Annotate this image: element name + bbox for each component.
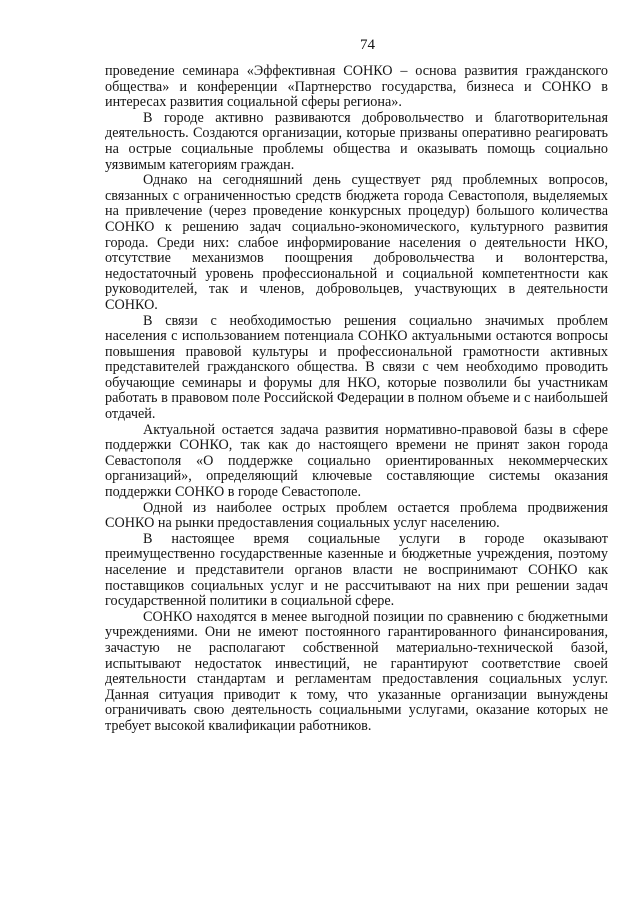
paragraph-2: В городе активно развиваются добровольчество и благотворительная деятельность. Создаются организации, которые призваны оперативно реагировать на острые социальные проблемы общества и оказывать помощь социально уязвимым категориям граждан. [105,109,608,173]
paragraph-6: Одной из наиболее острых проблем остается проблема продвижения СОНКО на рынки предоставления социальных услуг населению. [105,499,608,532]
paragraph-1: проведение семинара «Эффективная СОНКО – основа развития гражданского общества» и конференции «Партнерство государства, бизнеса и СОНКО в интересах развития социальной сферы региона». [105,63,608,111]
page-number: 74 [360,37,375,53]
paragraph-7: В настоящее время социальные услуги в городе оказывают преимущественно государственные казенные и бюджетные учреждения, поэтому население и представители органов власти не воспринимают СОНКО как поставщиков социальных услуг и не рассчитывают на них при решении задач государственной политики в социальной сфере. [105,530,608,610]
paragraph-4: В связи с необходимостью решения социально значимых проблем населения с использованием потенциала СОНКО актуальными остаются вопросы повышения правовой культуры и профессиональной грамотности активных представителей гражданского общества. В связи с чем необходимо проводить обучающие семинары и форумы для НКО, которые позволили бы участникам работать в правовом поле Российской Федерации в полном объеме и с наибольшей отдачей. [105,312,608,423]
paragraph-8: СОНКО находятся в менее выгодной позиции по сравнению с бюджетными учреждениями. Они не имеют постоянного гарантированного финансирования, зачастую не располагают собственной материально-технической базой, испытывают недостаток инвестиций, не гарантируют соответствие своей деятельности стандартам и регламентам предоставления социальных услуг. Данная ситуация приводит к тому, что указанные организации вынуждены ограничивать свою деятельность социальными услугами, оказание которых не требует высокой квалификации работников. [105,608,608,734]
paragraph-5: Актуальной остается задача развития нормативно-правовой базы в сфере поддержки СОНКО, так как до настоящего времени не принят закон города Севастополя «О поддержке социально ориентированных некоммерческих организаций», определяющий ключевые составляющие системы оказания поддержки СОНКО в городе Севастополе. [105,421,608,501]
paragraph-3: Однако на сегодняшний день существует ряд проблемных вопросов, связанных с ограниченностью средств бюджета города Севастополя, выделяемых на привлечение (через проведение конкурсных процедур) большого количества СОНКО к решению задач социально-экономического, культурного развития города. Среди них: слабое информирование населения о деятельности НКО, отсутствие механизмов поощрения добровольчества и волонтерства, недостаточный уровень профессиональной и социальной компетентности как руководителей, так и членов, добровольцев, участвующих в деятельности СОНКО. [105,172,608,313]
